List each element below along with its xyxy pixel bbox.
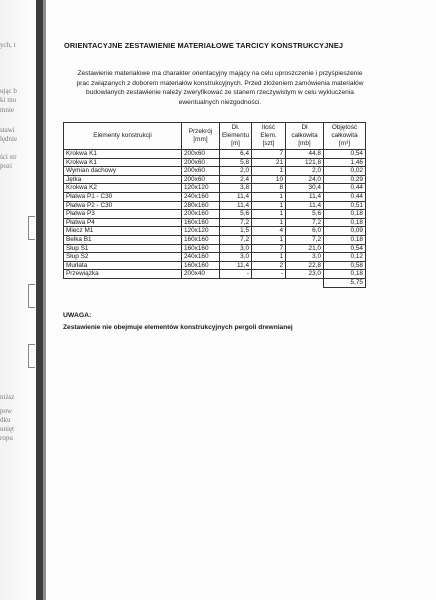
cell-dl-elementu: 3,8 [220, 184, 252, 193]
cell-objetosc: 0,18 [324, 210, 366, 219]
cell-dl-calkowita: 121,8 [286, 158, 324, 167]
adjacent-page-bracket [28, 344, 35, 368]
adjacent-page-bracket [28, 284, 35, 308]
cell-dl-elementu: 7,2 [220, 235, 252, 244]
cell-przekroj: 200x60 [182, 150, 220, 159]
cell-ilosc: 1 [252, 235, 286, 244]
cell-dl-elementu: - [220, 270, 252, 279]
adjacent-page-text: ropu [0, 434, 13, 442]
cell-element: Belka B1 [64, 235, 182, 244]
adjacent-page-text: niższ [0, 393, 15, 401]
cell-element: Płatwa P3 [64, 210, 182, 219]
table-row [64, 192, 366, 201]
cell-ilosc: 1 [252, 167, 286, 176]
header-ilosc: Ilość Elem. [szt] [252, 123, 286, 150]
header-przekroj: Przekrój [mm] [182, 123, 220, 150]
cell-element: Słup S2 [64, 253, 182, 262]
table-row [64, 184, 366, 193]
cell-dl-elementu: 11,4 [220, 192, 252, 201]
cell-objetosc: 0,09 [324, 227, 366, 236]
cell-element: Jętka [64, 175, 182, 184]
cell-element: Płatwa P1 - C30 [64, 192, 182, 201]
note-text: Zestawienie nie obejmuje elementów konstrukcyjnych pergoli drewnianej [63, 324, 293, 331]
cell-dl-elementu: 3,0 [220, 253, 252, 262]
adjacent-page-text: dku [0, 416, 11, 424]
cell-dl-calkowita: 3,0 [286, 253, 324, 262]
cell-przekroj: 240x160 [182, 192, 220, 201]
cell-przekroj: 160x160 [182, 261, 220, 270]
cell-objetosc: 0,54 [324, 244, 366, 253]
cell-przekroj: 160x160 [182, 218, 220, 227]
cell-przekroj: 200x60 [182, 158, 220, 167]
cell-dl-calkowita: 2,0 [286, 167, 324, 176]
cell-dl-calkowita: 22,8 [286, 261, 324, 270]
table-row [64, 235, 366, 244]
cell-przekroj: 200x40 [182, 270, 220, 279]
cell-ilosc: 7 [252, 150, 286, 159]
cell-element: Wymian dachowy [64, 167, 182, 176]
cell-przekroj: 160x160 [182, 244, 220, 253]
cell-element: Krokwa K2 [64, 184, 182, 193]
cell-ilosc: 1 [252, 192, 286, 201]
adjacent-page-text: unięt [0, 425, 14, 433]
cell-dl-elementu: 5,8 [220, 158, 252, 167]
cell-element: Słup S1 [64, 244, 182, 253]
cell-objetosc: 0,58 [324, 261, 366, 270]
table-row [64, 270, 366, 279]
cell-dl-elementu: 6,4 [220, 150, 252, 159]
header-dl-calkowita: Dł całkowita [mb] [286, 123, 324, 150]
header-objetosc: Objętość całkowita [m³] [324, 123, 366, 150]
cell-dl-calkowita: 6,0 [286, 227, 324, 236]
cell-ilosc: 1 [252, 201, 286, 210]
table-row [64, 201, 366, 210]
table-row [64, 158, 366, 167]
table-row [64, 167, 366, 176]
adjacent-page-text: ych, t [0, 41, 16, 49]
cell-objetosc: 0,02 [324, 167, 366, 176]
cell-przekroj: 280x160 [182, 201, 220, 210]
cell-ilosc: 1 [252, 253, 286, 262]
total-row [64, 278, 366, 287]
table-row [64, 227, 366, 236]
cell-dl-elementu: 5,6 [220, 210, 252, 219]
cell-element: Krokwa K1 [64, 158, 182, 167]
adjacent-page-text: pow [0, 407, 13, 415]
cell-przekroj: 240x160 [182, 253, 220, 262]
cell-dl-elementu: 1,5 [220, 227, 252, 236]
cell-dl-elementu: 11,4 [220, 261, 252, 270]
cell-ilosc: 1 [252, 218, 286, 227]
cell-ilosc: 2 [252, 261, 286, 270]
document-title: ORIENTACYJNE ZESTAWIENIE MATERIAŁOWE TARCICY KONSTRUKCYJNEJ [64, 41, 344, 50]
cell-dl-calkowita: 5,6 [286, 210, 324, 219]
adjacent-page-text: ując b [0, 87, 17, 95]
cell-dl-calkowita: 7,2 [286, 218, 324, 227]
cell-ilosc: 4 [252, 227, 286, 236]
cell-dl-elementu: 11,4 [220, 201, 252, 210]
intro-paragraph: Zestawienie materiałowe ma charakter orientacyjny mający na celu uproszczenie i przyśpieszenie prac związanych z doborem materiałów konstrukcyjnych. Przed złożeniem zamówienia materiałów budowlanych zestawienie należy zweryfikować ze stanem rzeczywistym w celu wykluczenia ewentualnych niezgodności. [76, 70, 364, 106]
cell-przekroj: 120x120 [182, 184, 220, 193]
cell-element: Krokwa K1 [64, 150, 182, 159]
header-element: Elementy konstrukcji [64, 123, 182, 150]
cell-przekroj: 120x120 [182, 227, 220, 236]
scan-binding-bar [36, 0, 43, 600]
cell-objetosc: 0,44 [324, 184, 366, 193]
cell-przekroj: 200x160 [182, 210, 220, 219]
cell-objetosc: 0,44 [324, 192, 366, 201]
cell-dl-calkowita: 11,4 [286, 201, 324, 210]
adjacent-page-text: pozi [0, 162, 13, 170]
cell-ilosc: 7 [252, 244, 286, 253]
cell-ilosc: 10 [252, 175, 286, 184]
cell-dl-elementu: 7,2 [220, 218, 252, 227]
materials-table [63, 122, 366, 288]
scan-binding-edge [43, 0, 46, 600]
cell-element: Płatwa P4 [64, 218, 182, 227]
table-row [64, 244, 366, 253]
cell-ilosc: 8 [252, 184, 286, 193]
table-row [64, 150, 366, 159]
cell-element: Miecz M1 [64, 227, 182, 236]
table-row [64, 210, 366, 219]
adjacent-page-text: ki mo [0, 96, 17, 104]
adjacent-page-text: stawi [0, 126, 15, 134]
cell-objetosc: 0,12 [324, 253, 366, 262]
uwaga-label: UWAGA: [63, 312, 92, 319]
cell-przekroj: 200x60 [182, 175, 220, 184]
adjacent-page-bracket [28, 216, 35, 240]
cell-element: Płatwa P2 - C30 [64, 201, 182, 210]
cell-dl-calkowita: 11,4 [286, 192, 324, 201]
cell-przekroj: 160x160 [182, 235, 220, 244]
cell-dl-elementu: 2,4 [220, 175, 252, 184]
cell-element: Przewiązka [64, 270, 182, 279]
cell-dl-elementu: 2,0 [220, 167, 252, 176]
cell-dl-calkowita: 30,4 [286, 184, 324, 193]
table-row [64, 175, 366, 184]
table-header-row [64, 123, 366, 150]
adjacent-page-text: mnie [0, 106, 14, 114]
adjacent-page-text: lędnie [0, 135, 18, 143]
cell-dl-calkowita: 23,0 [286, 270, 324, 279]
total-volume: 5,75 [324, 278, 366, 287]
cell-dl-elementu: 3,0 [220, 244, 252, 253]
cell-objetosc: 0,18 [324, 270, 366, 279]
table-row [64, 218, 366, 227]
cell-objetosc: 0,51 [324, 201, 366, 210]
cell-objetosc: 1,46 [324, 158, 366, 167]
cell-ilosc: - [252, 270, 286, 279]
cell-ilosc: 1 [252, 210, 286, 219]
header-dl-elementu: Dł. Elementu [m] [220, 123, 252, 150]
cell-objetosc: 0,18 [324, 218, 366, 227]
cell-przekroj: 200x60 [182, 167, 220, 176]
cell-dl-calkowita: 7,2 [286, 235, 324, 244]
cell-element: Murłata [64, 261, 182, 270]
cell-ilosc: 21 [252, 158, 286, 167]
cell-dl-calkowita: 44,8 [286, 150, 324, 159]
cell-objetosc: 0,29 [324, 175, 366, 184]
cell-objetosc: 0,54 [324, 150, 366, 159]
cell-dl-calkowita: 24,0 [286, 175, 324, 184]
adjacent-page-text: ści str [0, 153, 17, 161]
table-row [64, 253, 366, 262]
cell-dl-calkowita: 21,0 [286, 244, 324, 253]
table-row [64, 261, 366, 270]
cell-objetosc: 0,18 [324, 235, 366, 244]
